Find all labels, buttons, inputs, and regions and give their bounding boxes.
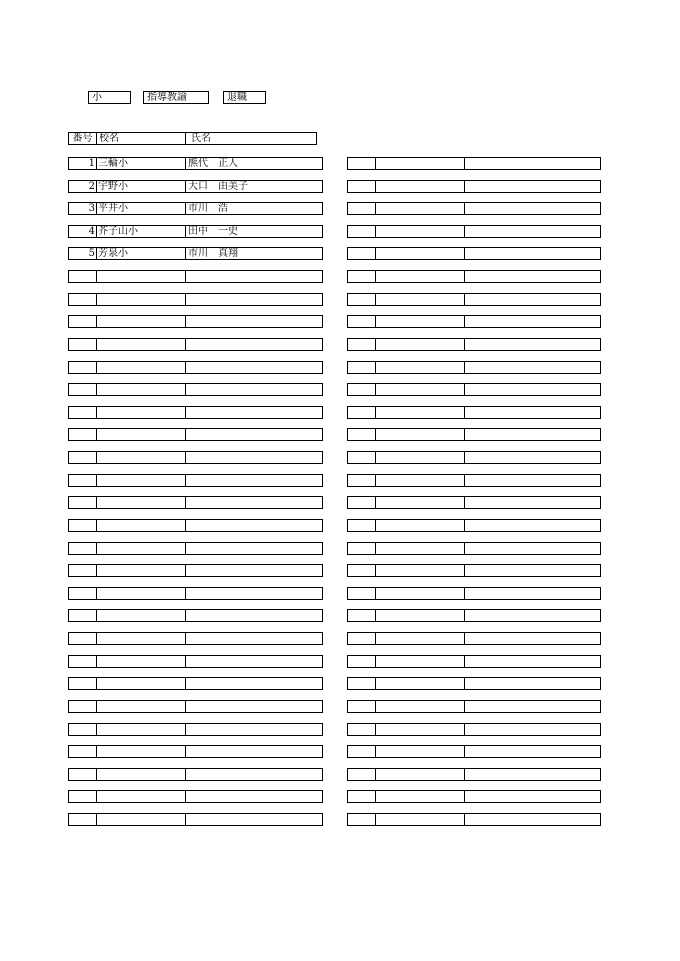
status-field: 退職 [223, 91, 266, 104]
table-row [347, 180, 601, 193]
row-number [348, 429, 376, 440]
row-name [186, 633, 322, 644]
row-number [348, 497, 376, 508]
table-row [347, 745, 601, 758]
row-name: 市川 浩 [188, 203, 228, 214]
row-number [348, 181, 376, 192]
row-school [376, 520, 465, 531]
row-school [97, 543, 186, 554]
row-school [97, 588, 186, 599]
row-name: 市川 真翔 [188, 248, 238, 259]
row-school [376, 543, 465, 554]
row-school [376, 271, 465, 282]
row-name [186, 475, 322, 486]
table-row [68, 361, 323, 374]
row-name [465, 271, 600, 282]
table-row [347, 542, 601, 555]
category-field: 小 [88, 91, 131, 104]
table-row [68, 157, 323, 170]
table-row [347, 315, 601, 328]
row-school [376, 475, 465, 486]
row-school: 芳泉小 [97, 248, 186, 259]
table-header [68, 132, 317, 145]
row-name [186, 769, 322, 780]
table-row [68, 202, 323, 215]
table-row [68, 723, 323, 736]
row-school [97, 362, 186, 373]
row-school [97, 497, 186, 508]
row-school [376, 814, 465, 825]
row-school [97, 565, 186, 576]
row-school [97, 633, 186, 644]
row-number: 4 [69, 226, 97, 237]
table-row [347, 768, 601, 781]
table-row [347, 723, 601, 736]
row-number [69, 294, 97, 305]
row-school [376, 248, 465, 259]
table-row [347, 428, 601, 441]
row-number [69, 769, 97, 780]
row-number [69, 724, 97, 735]
row-number [69, 656, 97, 667]
row-name [465, 769, 600, 780]
table-row [347, 270, 601, 283]
row-name [186, 384, 322, 395]
row-number [348, 724, 376, 735]
header-number: 番号 [69, 133, 97, 144]
table-row [68, 564, 323, 577]
row-name [465, 633, 600, 644]
row-school [376, 294, 465, 305]
row-school [97, 475, 186, 486]
table-row [68, 813, 323, 826]
row-school [376, 226, 465, 237]
row-number [348, 248, 376, 259]
table-row [68, 542, 323, 555]
row-school [97, 724, 186, 735]
row-school [97, 316, 186, 327]
row-number [69, 452, 97, 463]
row-name [465, 724, 600, 735]
table-row [347, 338, 601, 351]
table-row [68, 406, 323, 419]
header-school: 校名 [99, 133, 119, 144]
row-name [465, 678, 600, 689]
row-school [97, 339, 186, 350]
row-school [97, 520, 186, 531]
row-name [465, 181, 600, 192]
row-number [348, 407, 376, 418]
row-name [465, 362, 600, 373]
table-row [347, 474, 601, 487]
table-row [347, 564, 601, 577]
row-school [376, 339, 465, 350]
row-number [348, 633, 376, 644]
row-school [97, 814, 186, 825]
row-school [97, 407, 186, 418]
row-number [348, 203, 376, 214]
row-name [465, 339, 600, 350]
row-number [348, 746, 376, 757]
row-number [69, 407, 97, 418]
row-number [348, 791, 376, 802]
row-name [186, 656, 322, 667]
row-school [376, 746, 465, 757]
row-number [348, 384, 376, 395]
row-school [376, 656, 465, 667]
row-number [69, 610, 97, 621]
table-row [347, 293, 601, 306]
row-school [97, 384, 186, 395]
table-row [347, 157, 601, 170]
row-number [348, 294, 376, 305]
row-number [69, 746, 97, 757]
row-number [348, 271, 376, 282]
table-row [68, 474, 323, 487]
row-school [376, 769, 465, 780]
table-row [68, 338, 323, 351]
row-number [348, 565, 376, 576]
row-number: 5 [69, 248, 97, 259]
row-school [97, 769, 186, 780]
row-name [465, 520, 600, 531]
table-row [347, 700, 601, 713]
row-school [376, 724, 465, 735]
row-name [465, 543, 600, 554]
table-row [347, 655, 601, 668]
row-name [465, 203, 600, 214]
row-school [97, 791, 186, 802]
row-school [376, 701, 465, 712]
row-school [97, 429, 186, 440]
row-name [186, 271, 322, 282]
row-number [69, 791, 97, 802]
row-name [465, 814, 600, 825]
row-number [348, 769, 376, 780]
row-number [348, 520, 376, 531]
row-school: 宇野小 [97, 181, 186, 192]
row-number [348, 226, 376, 237]
table-row [68, 451, 323, 464]
table-row [347, 361, 601, 374]
row-number [69, 678, 97, 689]
row-name [186, 294, 322, 305]
table-row [68, 790, 323, 803]
row-school [97, 271, 186, 282]
row-name [465, 791, 600, 802]
table-row [347, 609, 601, 622]
table-row [347, 225, 601, 238]
table-row [347, 406, 601, 419]
row-school [376, 678, 465, 689]
row-school [97, 678, 186, 689]
row-school [376, 429, 465, 440]
row-name [186, 362, 322, 373]
row-name [465, 452, 600, 463]
table-row [68, 768, 323, 781]
row-name [465, 429, 600, 440]
row-name [186, 429, 322, 440]
table-row [68, 700, 323, 713]
row-school [376, 203, 465, 214]
row-name: 熊代 正人 [188, 158, 238, 169]
row-name [465, 316, 600, 327]
row-number [348, 452, 376, 463]
row-name [465, 384, 600, 395]
row-name [465, 226, 600, 237]
row-number [69, 316, 97, 327]
row-name [186, 339, 322, 350]
row-name [465, 565, 600, 576]
table-row [68, 587, 323, 600]
row-school [376, 633, 465, 644]
row-number [69, 543, 97, 554]
row-school [376, 407, 465, 418]
row-number [348, 814, 376, 825]
row-name [186, 724, 322, 735]
header-name: 氏名 [185, 133, 317, 144]
row-name [186, 543, 322, 554]
row-number [348, 316, 376, 327]
row-school [97, 746, 186, 757]
table-row [68, 632, 323, 645]
table-row [68, 519, 323, 532]
row-school [376, 565, 465, 576]
table-row [68, 270, 323, 283]
table-row [68, 496, 323, 509]
row-name [465, 746, 600, 757]
row-number [69, 814, 97, 825]
row-number: 2 [69, 181, 97, 192]
row-number [69, 497, 97, 508]
row-name: 大口 由美子 [188, 181, 248, 192]
row-number [348, 543, 376, 554]
table-row [347, 383, 601, 396]
table-row [347, 202, 601, 215]
row-school [97, 701, 186, 712]
row-school [376, 158, 465, 169]
row-name [465, 656, 600, 667]
row-name [186, 497, 322, 508]
row-number: 1 [69, 158, 97, 169]
position-field: 指導教諭 [143, 91, 209, 104]
row-name [465, 701, 600, 712]
row-number [348, 475, 376, 486]
table-row [347, 677, 601, 690]
row-school [376, 452, 465, 463]
table-row [68, 609, 323, 622]
row-school [97, 610, 186, 621]
table-row [68, 677, 323, 690]
row-name [186, 316, 322, 327]
row-name [186, 452, 322, 463]
table-row [68, 180, 323, 193]
row-name [186, 565, 322, 576]
row-number [348, 678, 376, 689]
row-name [465, 294, 600, 305]
row-school: 平井小 [97, 203, 186, 214]
row-name: 田中 一史 [188, 226, 238, 237]
row-name [186, 610, 322, 621]
row-number [348, 362, 376, 373]
table-row [347, 813, 601, 826]
row-number [348, 656, 376, 667]
row-number [69, 520, 97, 531]
row-school [97, 294, 186, 305]
row-name [465, 158, 600, 169]
table-row [68, 655, 323, 668]
row-school: 芥子山小 [97, 226, 186, 237]
table-row [68, 247, 323, 260]
row-school [376, 384, 465, 395]
row-name [465, 248, 600, 259]
row-name [186, 588, 322, 599]
row-number [69, 429, 97, 440]
row-name [186, 407, 322, 418]
table-row [347, 247, 601, 260]
row-name [186, 791, 322, 802]
row-name [186, 701, 322, 712]
row-number [348, 588, 376, 599]
row-name [465, 610, 600, 621]
row-number [348, 610, 376, 621]
row-number [69, 362, 97, 373]
table-row [347, 632, 601, 645]
row-number [69, 588, 97, 599]
row-number [69, 271, 97, 282]
row-number [69, 339, 97, 350]
table-row [68, 383, 323, 396]
row-school [376, 362, 465, 373]
row-name [186, 814, 322, 825]
row-name [465, 407, 600, 418]
row-number [348, 701, 376, 712]
row-name [186, 520, 322, 531]
table-row [347, 451, 601, 464]
row-name [465, 588, 600, 599]
row-number [348, 339, 376, 350]
table-row [68, 225, 323, 238]
row-number [69, 565, 97, 576]
table-row [68, 315, 323, 328]
table-row [347, 790, 601, 803]
table-row [68, 293, 323, 306]
row-school: 三輪小 [97, 158, 186, 169]
row-school [97, 656, 186, 667]
row-number [69, 475, 97, 486]
table-row [347, 587, 601, 600]
row-number: 3 [69, 203, 97, 214]
row-school [376, 791, 465, 802]
row-school [376, 316, 465, 327]
row-school [376, 181, 465, 192]
row-number [69, 633, 97, 644]
table-row [347, 496, 601, 509]
row-school [97, 452, 186, 463]
row-number [348, 158, 376, 169]
row-name [186, 746, 322, 757]
row-number [69, 701, 97, 712]
row-name [465, 475, 600, 486]
table-row [347, 519, 601, 532]
table-row [68, 428, 323, 441]
row-school [376, 588, 465, 599]
table-row [68, 745, 323, 758]
row-school [376, 497, 465, 508]
row-school [376, 610, 465, 621]
row-name [186, 678, 322, 689]
row-name [465, 497, 600, 508]
row-number [69, 384, 97, 395]
